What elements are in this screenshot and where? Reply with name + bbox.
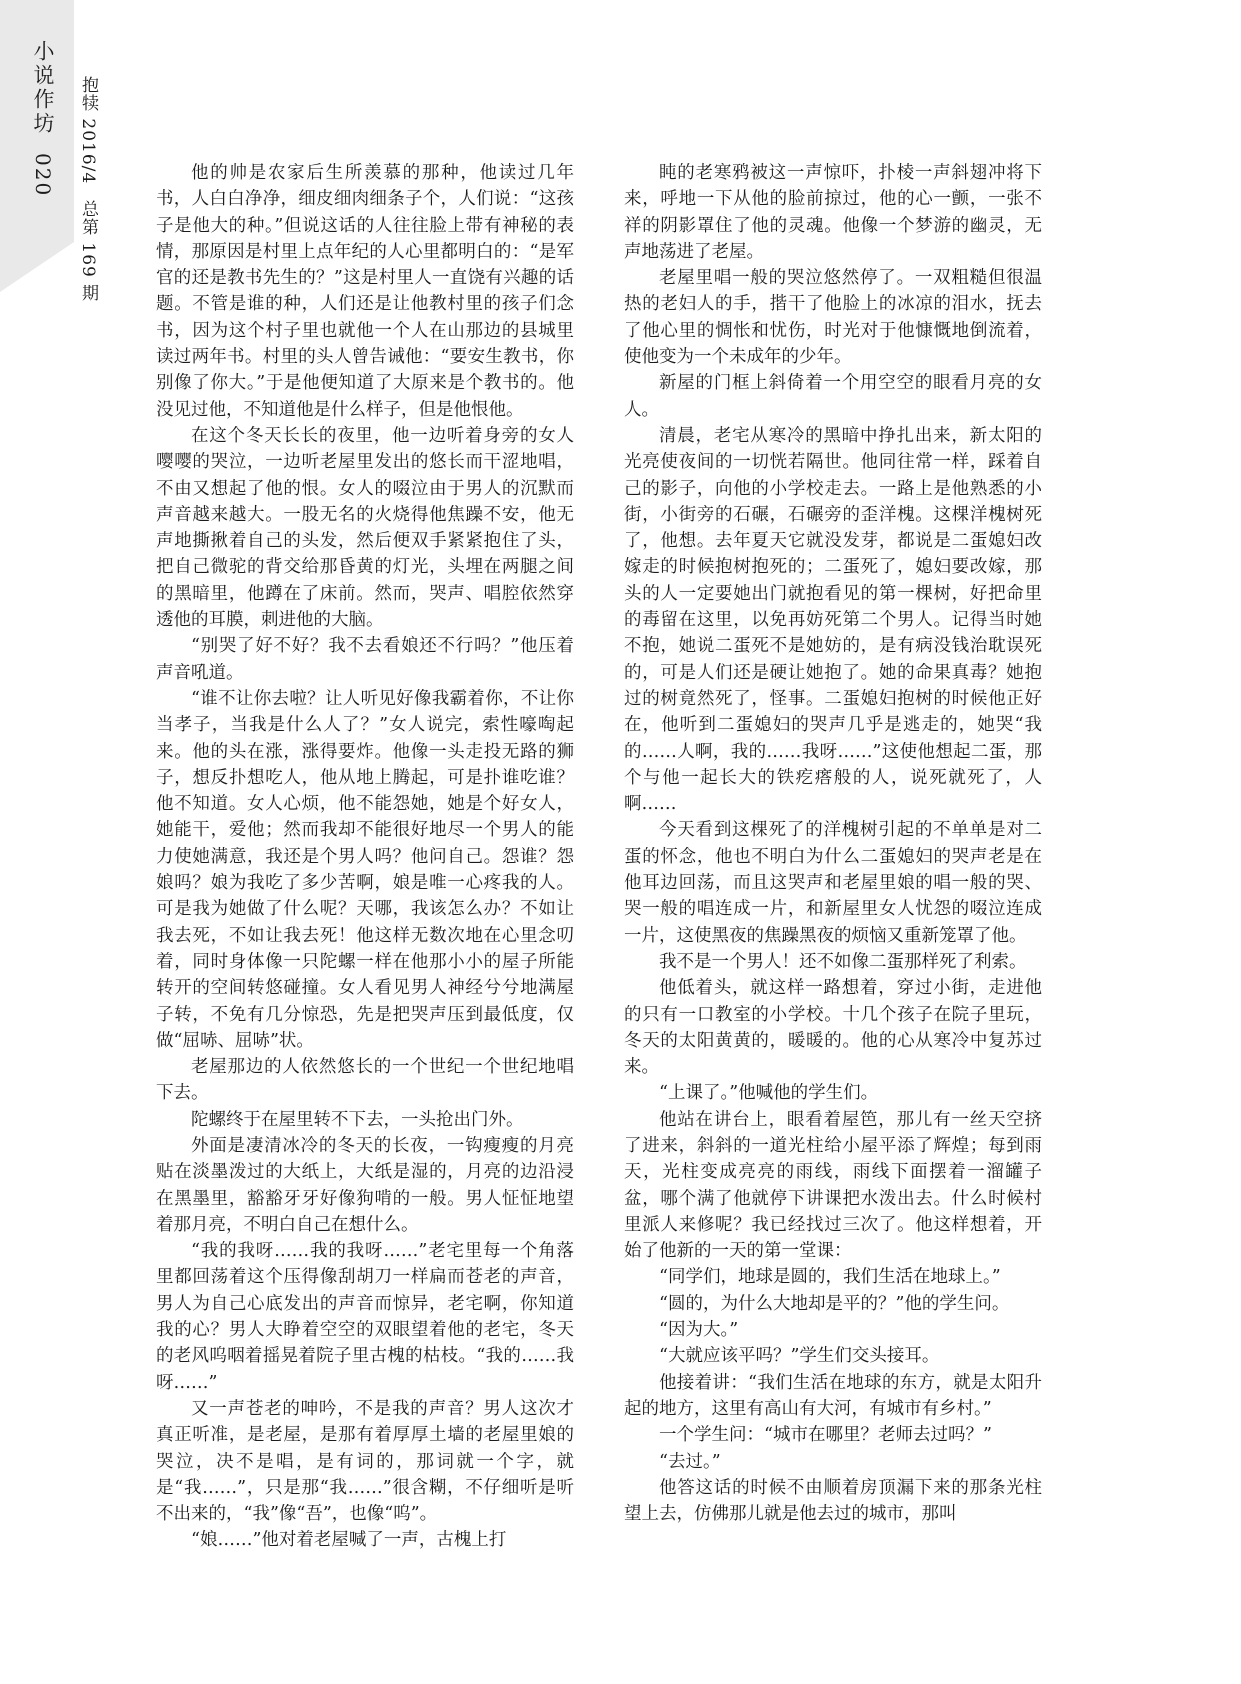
paragraph: “因为大。”: [659, 1320, 739, 1341]
left-column: [156, 160, 574, 1554]
paragraph: 老屋里唱一般的哭泣悠然停了。一双粗糙但很温热的老妇人的手，揩干了他脸上的冰凉的泪水，抚去了他心里的惆怅和忧伤，时光对于他慷慨地倒流着，使他变为一个未成年的少年。: [624, 268, 1042, 368]
section-tab: [0, 0, 74, 242]
paragraph: 陀螺终于在屋里转不下去，一头抢出门外。: [191, 1109, 524, 1130]
paragraph: 他低着头，就这样一路想着，穿过小街，走进他的只有一口教室的小学校。十几个孩子在院子里玩，冬天的太阳黄黄的，暖暖的。他的心从寒冷中复苏过来。: [624, 978, 1042, 1078]
paragraph: “别哭了好不好？我不去看娘还不行吗？”他压着声音吼道。: [156, 636, 574, 683]
magazine-label: 抱犊 2016/4: [78, 76, 98, 185]
paragraph: 一个学生问：“城市在哪里？老师去过吗？”: [659, 1425, 992, 1446]
paragraph: 我不是一个男人！还不如像二蛋那样死了利索。: [659, 951, 1027, 972]
paragraph: 外面是凄清冰冷的冬天的长夜，一钩瘦瘦的月亮贴在淡墨泼过的大纸上，大纸是湿的，月亮的边沿浸在黑墨里，豁豁牙牙好像狗啃的一般。男人怔怔地望着那月亮，不明白自己在想什么。: [156, 1135, 574, 1235]
paragraph: 盹的老寒鸦被这一声惊吓，扑棱一声斜翅冲将下来，呼地一下从他的脸前掠过，他的心一颤，一张不祥的阴影罩住了他的灵魂。他像一个梦游的幽灵，无声地荡进了老屋。: [624, 163, 1042, 262]
paragraph: “我的我呀……我的我呀……”老宅里每一个角落里都回荡着这个压得像刮胡刀一样扁而苍老的声音，男人为自己心底发出的声音而惊异，老宅啊，你知道我的心？男人大睁着空空的双眼望着他的老宅，冬天的老风呜咽着摇晃着院子里古槐的枯枝。“我的……我呀……”: [156, 1241, 574, 1393]
paragraph: 在这个冬天长长的夜里，他一边听着身旁的女人嘤嘤的哭泣，一边听老屋里发出的悠长而干涩地唱，不由又想起了他的恨。女人的啜泣由于男人的沉默而声音越来越大。一股无名的火烧得他焦躁不安，他无声地撕揪着自己的头发，然后便双手紧紧抱住了头，把自己微驼的背交给那昏黄的灯光，头埋在两腿之间的黑暗里，他蹲在了床前。然而，哭声、唱腔依然穿透他的耳膜，刺进他的大脑。: [156, 425, 574, 631]
page-number: 020: [31, 153, 55, 198]
issue-label: 总第 169 期: [78, 200, 98, 303]
column-name: 小说作坊: [31, 40, 55, 136]
paragraph: “上课了。”他喊他的学生们。: [659, 1083, 879, 1104]
paragraph: 老屋那边的人依然悠长的一个世纪一个世纪地唱下去。: [156, 1057, 574, 1104]
paragraph: 清晨，老宅从寒冷的黑暗中挣扎出来，新太阳的光亮使夜间的一切恍若隔世。他同往常一样，踩着自己的影子，向他的小学校走去。一路上是他熟悉的小街，小街旁的石碾，石碾旁的歪洋槐。这棵洋槐树死了，他想。去年夏天它就没发芽，都说是二蛋媳妇改嫁走的时候抱树抱死的；二蛋死了，媳妇要改嫁，那头的人一定要她出门就抱看见的第一棵树，好把命里的毒留在这里，以免再妨死第二个男人。记得当时她不抱，她说二蛋死不是她妨的，是有病没钱治耽误死的，可是人们还是硬让她抱了。她的命果真毒？她抱过的树竟然死了，怪事。二蛋媳妇抱树的时候他正好在，他听到二蛋媳妇的哭声几乎是逃走的，她哭“我的……人啊，我的……我呀……”这使他想起二蛋，那个与他一起长大的铁疙瘩般的人，说死就死了，人啊……: [624, 425, 1042, 815]
paragraph: 又一声苍老的呻吟，不是我的声音？男人这次才真正听准，是老屋，是那有着厚厚土墙的老屋里娘的哭泣，决不是唱，是有词的，那词就一个字，就是“我……”，只是那“我……”很含糊，不仔细听是听不出来的，“我”像“吾”，也像“呜”。: [156, 1398, 574, 1525]
paragraph: “同学们，地球是圆的，我们生活在地球上。”: [659, 1267, 1001, 1288]
paragraph: 他的帅是农家后生所羡慕的那种，他读过几年书，人白白净净，细皮细肉细条子个，人们说：“这孩子是他大的种。”但说这话的人往往脸上带有神秘的表情，那原因是村里上点年纪的人心里都明白的：“是军官的还是教书先生的？”这是村里人一直饶有兴趣的话题。不管是谁的种，人们还是让他教村里的孩子们念书，因为这个村子里也就他一个人在山那边的县城里读过两年书。村里的头人曾告诫他：“要安生教书，你别像了你大。”于是他便知道了大原来是个教书的。他没见过他，不知道他是什么样子，但是他恨他。: [156, 163, 574, 420]
paragraph: “圆的，为什么大地却是平的？”他的学生问。: [659, 1293, 1010, 1314]
issue-info: [76, 76, 100, 302]
paragraph: “谁不让你去啦？让人听见好像我霸着你，不让你当孝子，当我是什么人了？”女人说完，索性嚎啕起来。他的头在涨，涨得要炸。他像一头走投无路的狮子，想反扑想吃人，他从地上腾起，可是扑谁吃谁？他不知道。女人心烦，他不能怨她，她是个好女人，她能干，爱他；然而我却不能很好地尽一个男人的能力使她满意，我还是个男人吗？他问自己。怨谁？怨娘吗？娘为我吃了多少苦啊，娘是唯一心疼我的人。可是我为她做了什么呢？天哪，我该怎么办？不如让我去死，不如让我去死！他这样无数次地在心里念叨着，同时身体像一只陀螺一样在他那小小的屋子所能转开的空间转悠碰撞。女人看见男人神经兮兮地满屋子转，不免有几分惊恐，先是把哭声压到最低度，仅做“屈哧、屈哧”状。: [156, 688, 574, 1051]
paragraph: 他站在讲台上，眼看着屋笆，那儿有一丝天空挤了进来，斜斜的一道光柱给小屋平添了辉煌；每到雨天，光柱变成亮亮的雨线，雨线下面摆着一溜罐子盆，哪个满了他就停下讲课把水泼出去。什么时候村里派人来修呢？我已经找过三次了。他这样想着，开始了他新的一天的第一堂课：: [624, 1109, 1042, 1262]
paragraph: “娘……”他对着老屋喊了一声，古槐上打: [191, 1530, 507, 1551]
paragraph: “去过。”: [659, 1451, 721, 1472]
paragraph: “大就应该平吗？”学生们交头接耳。: [659, 1346, 940, 1367]
paragraph: 新屋的门框上斜倚着一个用空空的眼看月亮的女人。: [624, 373, 1042, 420]
paragraph: 今天看到这棵死了的洋槐树引起的不单单是对二蛋的怀念，他也不明白为什么二蛋媳妇的哭声老是在他耳边回荡，而且这哭声和老屋里娘的唱一般的哭、哭一般的唱连成一片，和新屋里女人忧怨的啜泣连成一片，这使黑夜的焦躁黑夜的烦恼又重新笼罩了他。: [624, 820, 1042, 946]
right-column: [624, 160, 1042, 1527]
paragraph: 他答这话的时候不由顺着房顶漏下来的那条光柱望上去，仿佛那儿就是他去过的城市，那叫: [624, 1477, 1042, 1525]
paragraph: 他接着讲：“我们生活在地球的东方，就是太阳升起的地方，这里有高山有大河，有城市有乡村。”: [624, 1372, 1042, 1419]
